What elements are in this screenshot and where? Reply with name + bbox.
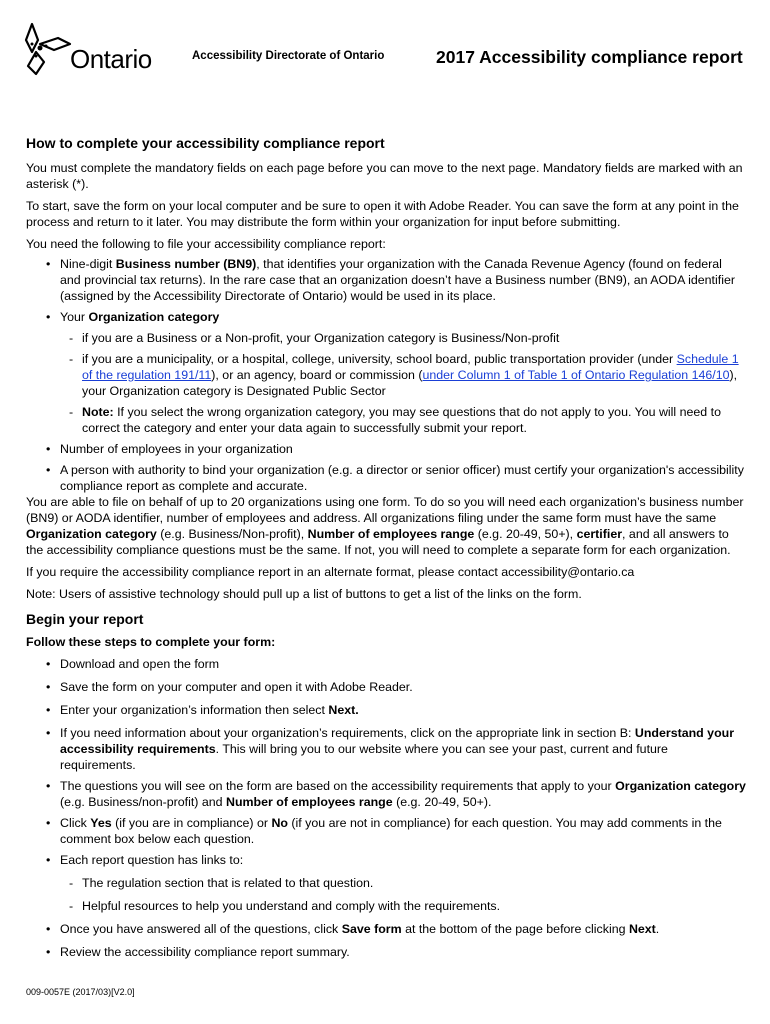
bn9-label: Business number (BN9) (115, 257, 257, 271)
list-item: • The questions you will see on the form are based on the accessibility requirements that apply to your Organization category (e.g. Business/non-profit) and Number of employees range (e.g. 20-49, 50+). (26, 778, 746, 810)
list-item: • Each report question has links to: - The regulation section that is related to that question. - Helpful resources to help you understand and comply with the requirements. (26, 852, 746, 914)
assistive-tech-note: Note: Users of assistive technology should pull up a list of buttons to get a list of the links on the form. (26, 587, 582, 601)
steps-list (26, 656, 746, 960)
report-title: 2017 Accessibility compliance report (436, 47, 743, 67)
list-item: • Nine-digit Business number (BN9), that identifies your organization with the Canada Revenue Agency (found on federal and provincial tax returns). In the rare case that an organization doesn’t have a Business number (BN9), an AODA identifier (assigned by the Accessibility Directorate of Ontario) would be used in its place. (26, 256, 746, 304)
org-category-sublist (60, 330, 746, 436)
regulation-link[interactable]: under Column 1 of Table 1 of Ontario Regulation 146/10 (422, 368, 730, 382)
list-item: - if you are a municipality, or a hospital, college, university, school board, public transportation provider (under Schedule 1 of the regulation 191/11), or an agency, board or commission (under Column 1 of Table 1 of Ontario Regulation 146/10), your Organization category is Designated Public Sector (26, 351, 746, 399)
list-item: - Note: If you select the wrong organization category, you may see questions that do not apply to you. You will need to correct the category and enter your data again to successfully submit your report. (26, 404, 746, 436)
list-item: • Number of employees in your organization (26, 441, 746, 457)
requirements-intro: You need the following to file your accessibility compliance report: (26, 237, 386, 251)
list-item: - The regulation section that is related to that question. (26, 875, 746, 891)
list-item: - if you are a Business or a Non-profit, your Organization category is Business/Non-profit (26, 330, 746, 346)
list-item: - Helpful resources to help you understand and comply with the requirements. (26, 898, 746, 914)
form-code: 009-0057E (2017/03)[V2.0] (26, 987, 135, 997)
page-header (22, 22, 752, 82)
list-item: • Download and open the form (26, 656, 746, 672)
links-sublist (60, 875, 746, 914)
begin-heading: Begin your report (26, 611, 144, 627)
steps-subheading: Follow these steps to complete your form: (26, 635, 276, 649)
list-item: • Review the accessibility compliance report summary. (26, 944, 746, 960)
org-category-label: Organization category (88, 310, 220, 324)
multi-org-paragraph: You are able to file on behalf of up to 20 organizations using one form. To do so you will need each organization’s business number (BN9) or AODA identifier, number of employees and address. All organizations filing under the same form must have the same Organization category (e.g. Business/Non-profit), Number of employees range (e.g. 20-49, 50+), certifier, and all answers to the accessibility compliance questions must be the same. If not, you will need to complete a separate form for each organization. (26, 495, 744, 557)
trillium-icon (22, 22, 74, 76)
list-item: • Click Yes (if you are in compliance) or No (if you are not in compliance) for each question. You may add comments in the comment box below each question. (26, 815, 746, 847)
list-item: • A person with authority to bind your organization (e.g. a director or senior officer) must certify your organization's accessibility compliance report as complete and accurate. (26, 462, 746, 494)
list-item: • Save the form on your computer and open it with Adobe Reader. (26, 679, 746, 695)
list-item: • Once you have answered all of the questions, click Save form at the bottom of the page before clicking Next. (26, 921, 746, 937)
schedule-link[interactable]: Schedule 1 of the regulation 191/11 (82, 352, 739, 382)
ontario-logo (22, 22, 172, 76)
list-item: • Your Organization category - if you are a Business or a Non-profit, your Organization category is Business/Non-profit - if you are a municipality, or a hospital, college, university, school board, public transportation provider (under Schedule 1 of the regulation 191/11), or an agency, board or commission (under Column 1 of Table 1 of Ontario Regulation 146/10), your Organization category is Designated Public Sector - Note: If you select the wrong organization category, you may see questions that do not apply to you. You will need to correct the category and enter your data again to successfully submit your report. (26, 309, 746, 436)
save-paragraph: To start, save the form on your local computer and be sure to open it with Adobe Reader. You can save the form at any point in the process and return to it later. You may distribute the form within your organization for input before submitting. (26, 199, 739, 229)
logo-text: Ontario (70, 44, 152, 74)
how-to-heading: How to complete your accessibility compliance report (26, 135, 385, 151)
list-item: • Enter your organization’s information then select Next. (26, 702, 746, 718)
mandatory-paragraph: You must complete the mandatory fields on each page before you can move to the next page. Mandatory fields are marked with an asterisk (*). (26, 161, 743, 191)
form-instructions (26, 134, 746, 965)
list-item: • If you need information about your organization’s requirements, click on the appropriate link in section B: Understand your accessibility requirements. This will bring you to our website where you can see your past, current and future requirements. (26, 725, 746, 773)
directorate-name: Accessibility Directorate of Ontario (192, 50, 385, 62)
alternate-format-paragraph: If you require the accessibility compliance report in an alternate format, please contact accessibility@ontario.ca (26, 565, 635, 579)
requirements-list (26, 256, 746, 494)
